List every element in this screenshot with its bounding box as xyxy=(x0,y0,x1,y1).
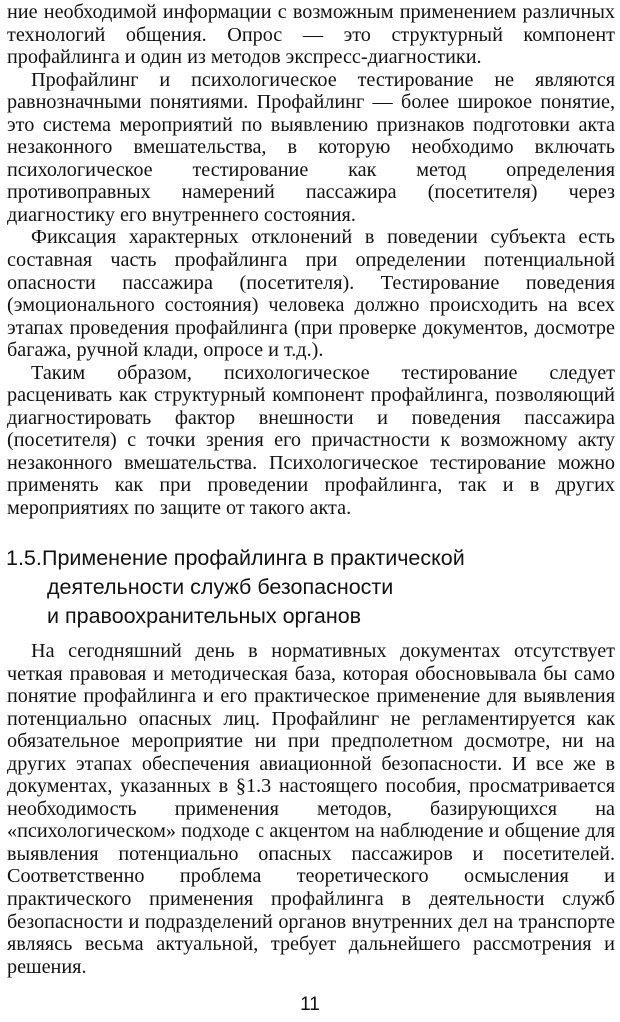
page-number: 11 xyxy=(300,994,320,1015)
paragraph: Профайлинг и психологическое тестирование не являются равнозначными понятиями. Профайлинг — более широкое понятие, это система мероприятий по выявлению признаков подготовки акта незаконного вмешательства, в которую необходимо включать психологическое тестирование как метод определения противоправных намерений пассажира (посетителя) через диагностику его внутреннего состояния. xyxy=(7,68,615,226)
paragraph: ние необходимой информации с возможным применением различных технологий общения. Опрос — это структурный компонент профайлинга и один из методов экспресс-диагностики. xyxy=(7,1,615,69)
section-heading-line-1 xyxy=(6,544,610,573)
section-title-part-1: Применение профайлинга в практической xyxy=(42,546,465,570)
section-title-part-3: и правоохранительных органов xyxy=(47,604,362,628)
section-title-part-2: деятельности служб безопасности xyxy=(47,575,394,599)
body-text-bottom xyxy=(7,640,615,978)
paragraph: Фиксация характерных отклонений в поведении субъекта есть составная часть профайлинга при определении потенциальной опасности пассажира (посетителя). Тестирование поведения (эмоционального состояния) человека должно происходить на всех этапах проведения профайлинга (при проверке документов, досмотре багажа, ручной клади, опросе и т.д.). xyxy=(7,226,615,362)
body-text-top xyxy=(7,1,615,520)
section-number: 1.5. xyxy=(6,546,42,570)
paragraph: Таким образом, психологическое тестирование следует расценивать как структурный компонент профайлинга, позволяющий диагностировать фактор внешности и поведения пассажира (посетителя) с точки зрения его причастности к возможному акту незаконного вмешательства. Психологическое тестирование можно применять как при проведении профайлинга, так и в других мероприятиях по защите от такого акта. xyxy=(7,361,615,520)
section-heading xyxy=(6,544,610,631)
paragraph: На сегодняшний день в нормативных документах отсутствует четкая правовая и методическая база, которая обосновывала бы само понятие профайлинга и его практическое применение для выявления потенциально опасных лиц. Профайлинг не регламентируется как обязательное мероприятие ни при предполетном досмотре, ни на других этапах обеспечения авиационной безопасности. И все же в документах, указанных в §1.3 настоящего пособия, просматривается необходимость применения методов, базирующихся на «психологическом» подходе с акцентом на наблюдение и общение для выявления потенциально опасных пассажиров и посетителей. Соответственно проблема теоретического осмысления и практического применения профайлинга в деятельности служб безопасности и подразделений органов внутренних дел на транспорте являясь весьма актуальной, требует дальнейшего рассмотрения и решения. xyxy=(7,640,615,978)
